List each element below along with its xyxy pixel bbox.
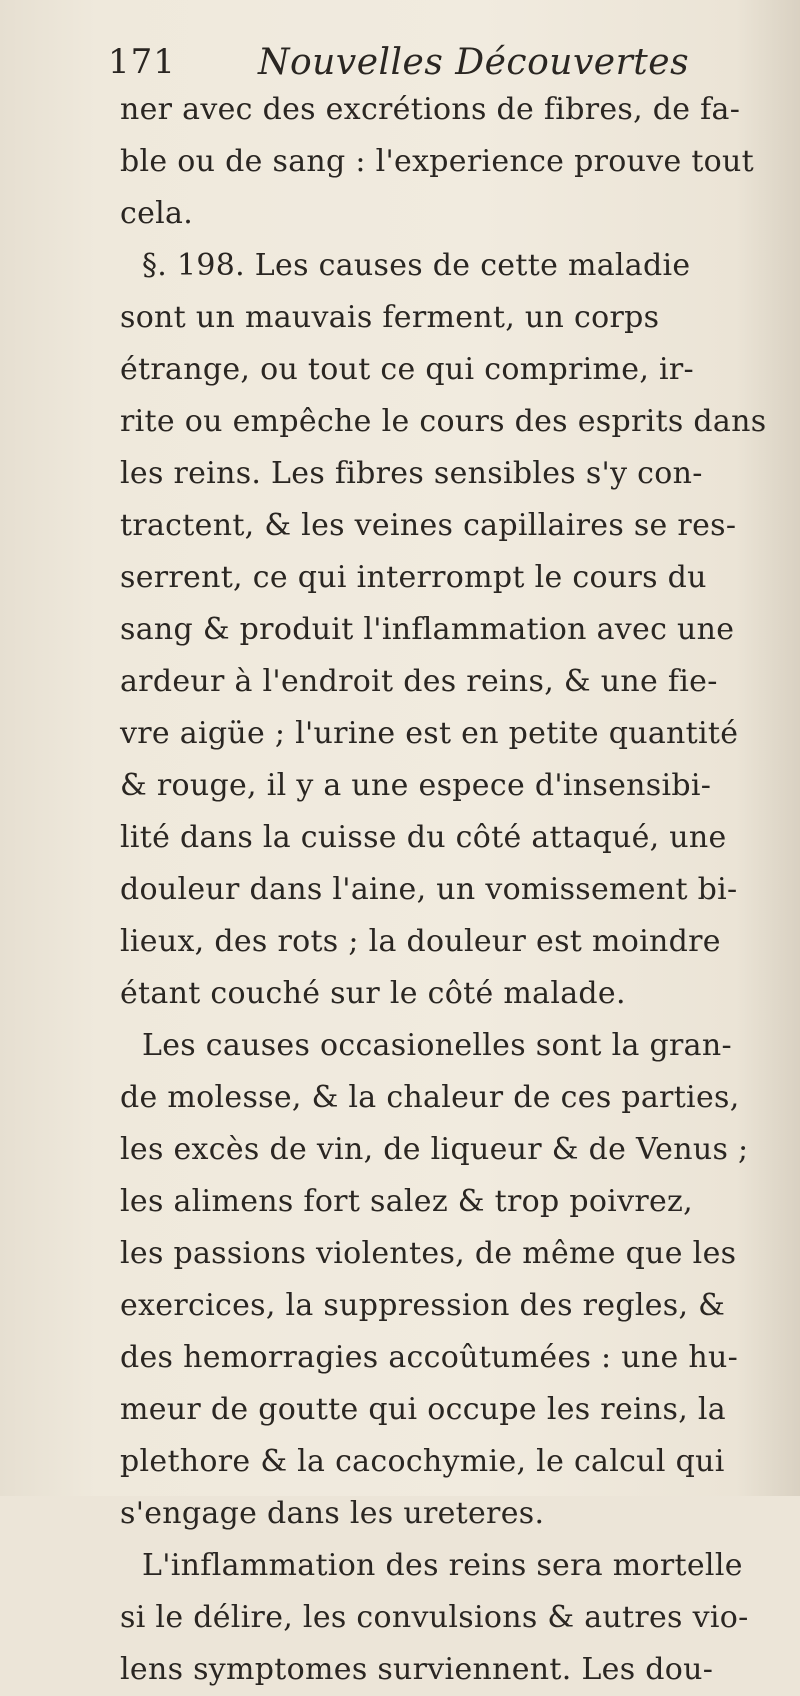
text-line: vre aigüe ; l'urine est en petite quantité xyxy=(120,716,739,751)
text-line: des hemorragies accoûtumées : une hu- xyxy=(120,1340,739,1375)
page-number: 171 xyxy=(108,42,176,82)
text-line: exercices, la suppression des regles, & xyxy=(120,1288,726,1323)
paragraph-start-line: L'inflammation des reins sera mortelle xyxy=(142,1548,743,1583)
text-line: sang & produit l'inflammation avec une xyxy=(120,612,735,647)
text-line: lens symptomes surviennent. Les dou- xyxy=(120,1652,714,1687)
paragraph-start-line: Les causes occasionelles sont la gran- xyxy=(142,1028,732,1063)
text-line: douleur dans l'aine, un vomissement bi- xyxy=(120,872,738,907)
text-line: ardeur à l'endroit des reins, & une fie- xyxy=(120,664,718,699)
text-line: de molesse, & la chaleur de ces parties, xyxy=(120,1080,740,1115)
text-line: ble ou de sang : l'experience prouve tout xyxy=(120,144,755,179)
running-title: Nouvelles Découvertes xyxy=(258,42,690,83)
page-header xyxy=(108,42,758,88)
text-line: meur de goutte qui occupe les reins, la xyxy=(120,1392,726,1427)
text-line: ner avec des excrétions de fibres, de fa- xyxy=(120,92,741,127)
text-line: étrange, ou tout ce qui comprime, ir- xyxy=(120,352,694,387)
text-line: lieux, des rots ; la douleur est moindre xyxy=(120,924,721,959)
text-line: sont un mauvais ferment, un corps xyxy=(120,300,660,335)
text-line: plethore & la cacochymie, le calcul qui xyxy=(120,1444,725,1479)
text-line: les alimens fort salez & trop poivrez, xyxy=(120,1184,693,1219)
text-line: tractent, & les veines capillaires se res- xyxy=(120,508,737,543)
text-line: cela. xyxy=(120,196,194,231)
text-line: rite ou empêche le cours des esprits dans xyxy=(120,404,767,439)
text-line: les reins. Les fibres sensibles s'y con- xyxy=(120,456,703,491)
text-line: s'engage dans les ureteres. xyxy=(120,1496,545,1531)
text-line: les excès de vin, de liqueur & de Venus ; xyxy=(120,1132,749,1167)
text-line: étant couché sur le côté malade. xyxy=(120,976,626,1011)
text-line: serrent, ce qui interrompt le cours du xyxy=(120,560,707,595)
text-line: & rouge, il y a une espece d'insensibi- xyxy=(120,768,712,803)
text-line: les passions violentes, de même que les xyxy=(120,1236,737,1271)
section-heading-line: §. 198. Les causes de cette maladie xyxy=(142,248,691,283)
body-text xyxy=(120,84,770,1696)
text-line: si le délire, les convulsions & autres vio- xyxy=(120,1600,749,1635)
text-line: lité dans la cuisse du côté attaqué, une xyxy=(120,820,727,855)
